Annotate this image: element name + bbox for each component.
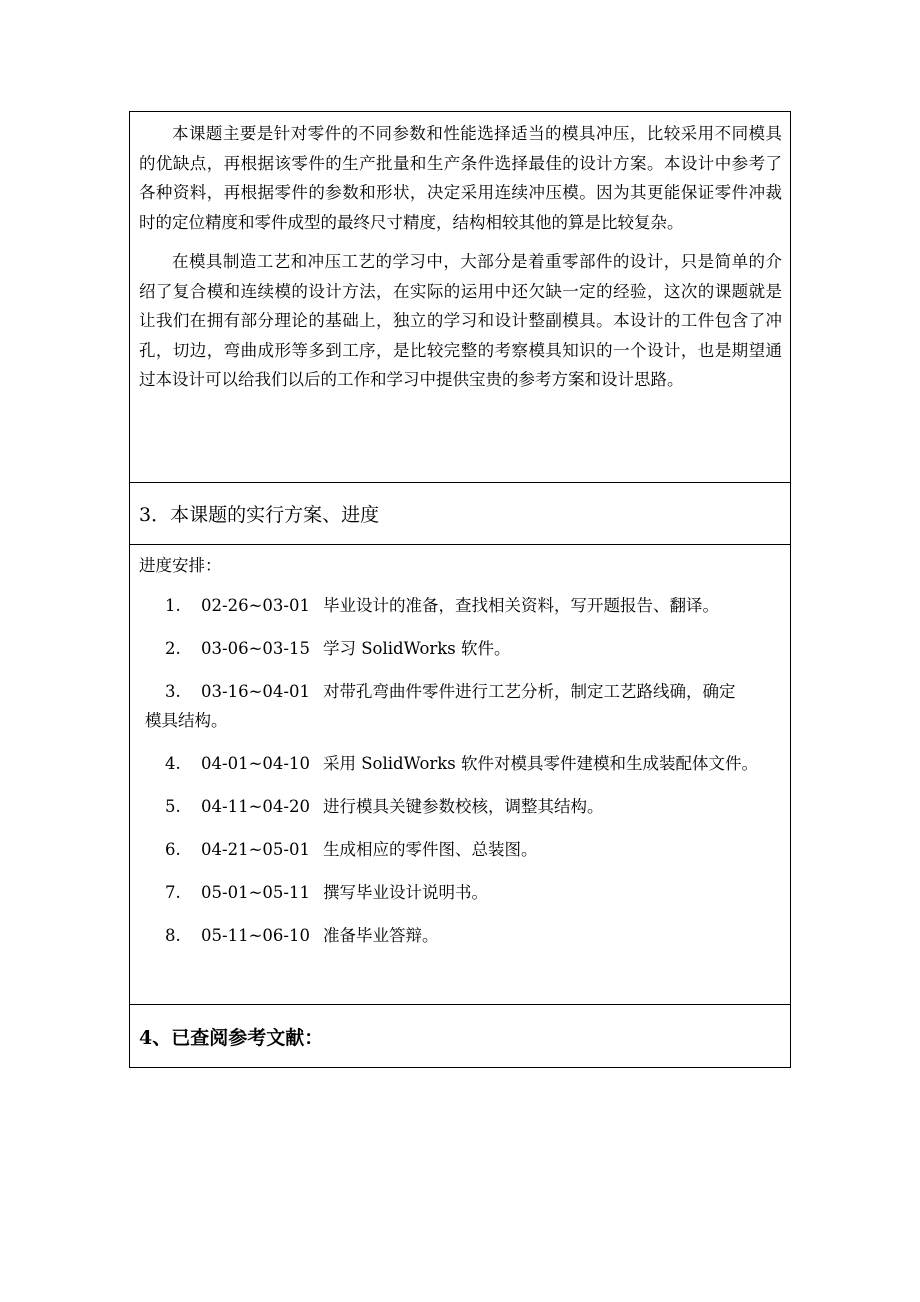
schedule-item-number: 1. <box>165 596 181 615</box>
schedule-item-task: 进行模具关键参数校核，调整其结构。 <box>323 797 604 816</box>
section-3-heading: 3．本课题的实行方案、进度 <box>139 504 380 526</box>
schedule-item-task: 采用 SolidWorks 软件对模具零件建模和生成装配体文件。 <box>323 754 758 773</box>
schedule-cell <box>130 545 790 1005</box>
document-table <box>129 111 791 1068</box>
schedule-item <box>139 634 782 663</box>
intro-paragraph-1: 本课题主要是针对零件的不同参数和性能选择适当的模具冲压，比较采用不同模具的优缺点，再根据该零件的生产批量和生产条件选择最佳的设计方案。本设计中参考了各种资料，再根据零件的参数和形状，决定采用连续冲压模。因为其更能保证零件冲裁时的定位精度和零件成型的最终尺寸精度，结构相较其他的算是比较复杂。 <box>139 124 782 232</box>
schedule-item <box>139 749 782 778</box>
schedule-item-dates: 03-06~03-15 <box>201 639 310 658</box>
schedule-item-number: 8. <box>165 926 181 945</box>
schedule-item-number: 7. <box>165 883 181 902</box>
section-4-heading-cell <box>130 1005 790 1067</box>
schedule-item-task: 准备毕业答辩。 <box>323 926 439 945</box>
schedule-item <box>139 921 782 950</box>
schedule-item-task: 生成相应的零件图、总装图。 <box>323 840 538 859</box>
schedule-item-dates: 02-26~03-01 <box>201 596 310 615</box>
schedule-item-dates: 04-21~05-01 <box>201 840 310 859</box>
schedule-item-task: 学习 SolidWorks 软件。 <box>323 639 511 658</box>
schedule-item-task: 撰写毕业设计说明书。 <box>323 883 488 902</box>
schedule-item <box>139 792 782 821</box>
section-3-heading-cell <box>130 483 790 545</box>
schedule-item-number: 6. <box>165 840 181 859</box>
schedule-item <box>139 878 782 907</box>
schedule-label: 进度安排： <box>139 556 222 575</box>
schedule-list <box>139 591 782 950</box>
schedule-item <box>139 591 782 620</box>
intro-cell <box>130 112 790 483</box>
schedule-item-dates: 05-01~05-11 <box>201 883 310 902</box>
schedule-item-dates: 05-11~06-10 <box>201 926 310 945</box>
section-4-heading: 4、已查阅参考文献： <box>139 1026 324 1049</box>
schedule-item-number: 4. <box>165 754 181 773</box>
schedule-item <box>139 835 782 864</box>
schedule-item-task: 毕业设计的准备，查找相关资料，写开题报告、翻译。 <box>323 596 719 615</box>
schedule-item-task: 对带孔弯曲件零件进行工艺分析，制定工艺路线确，确定 <box>323 682 736 701</box>
schedule-item-task-continued: 模具结构。 <box>145 711 228 730</box>
schedule-item-number: 2. <box>165 639 181 658</box>
schedule-item <box>139 677 782 735</box>
schedule-item-dates: 04-11~04-20 <box>201 797 310 816</box>
intro-paragraph-2: 在模具制造工艺和冲压工艺的学习中，大部分是着重零部件的设计，只是简单的介绍了复合模和连续模的设计方法，在实际的运用中还欠缺一定的经验，这次的课题就是让我们在拥有部分理论的基础上，独立的学习和设计整副模具。本设计的工件包含了冲孔，切边，弯曲成形等多到工序，是比较完整的考察模具知识的一个设计，也是期望通过本设计可以给我们以后的工作和学习中提供宝贵的参考方案和设计思路。 <box>139 252 782 389</box>
schedule-item-dates: 04-01~04-10 <box>201 754 310 773</box>
schedule-item-number: 5. <box>165 797 181 816</box>
schedule-item-dates: 03-16~04-01 <box>201 682 310 701</box>
schedule-item-number: 3. <box>165 682 181 701</box>
